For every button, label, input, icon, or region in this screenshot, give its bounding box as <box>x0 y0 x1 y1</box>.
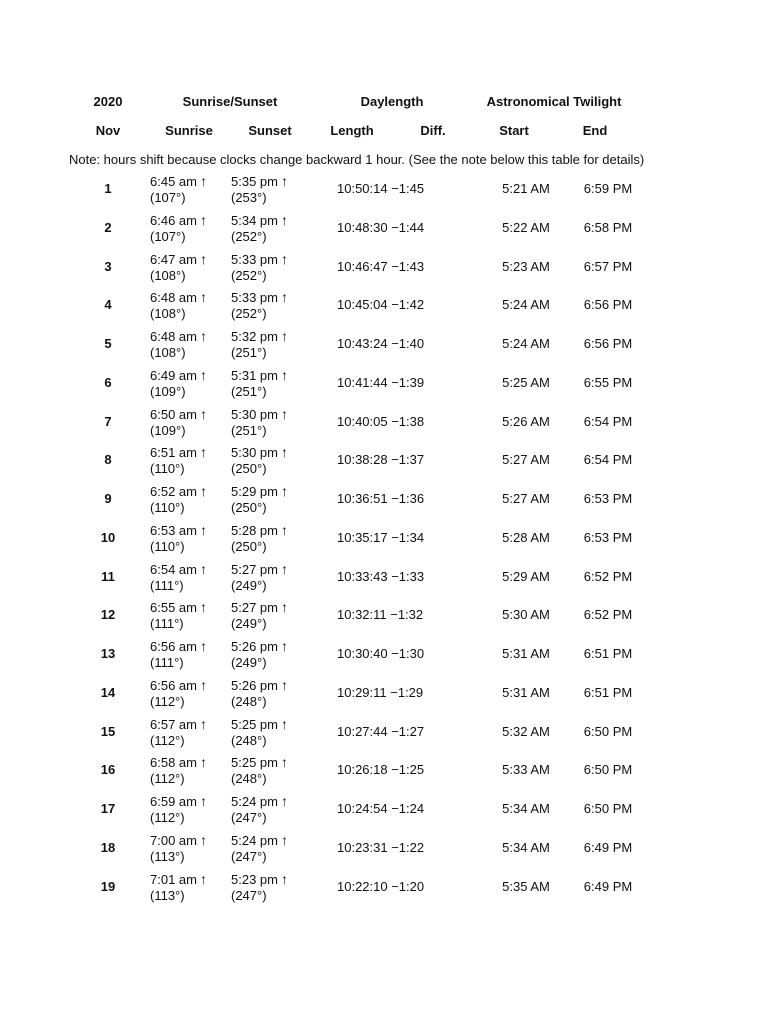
sunrise-time: 7:01 am <box>150 871 197 887</box>
sunrise-time: 6:56 am <box>150 677 197 693</box>
sunset-cell <box>231 212 288 245</box>
up-arrow-icon: ↑ <box>280 405 288 422</box>
table-row <box>0 212 768 246</box>
sunset-cell <box>231 251 288 284</box>
sunrise-azimuth: (113°) <box>150 848 185 864</box>
day-cell: 1 <box>104 181 112 196</box>
sunset-column-header: Sunset <box>248 123 292 138</box>
up-arrow-icon: ↑ <box>199 831 207 848</box>
twilight-start-cell: 5:29 AM <box>502 568 550 584</box>
sunrise-time: 6:54 am <box>150 561 197 577</box>
day-cell: 15 <box>100 723 116 739</box>
twilight-end-cell: 6:56 PM <box>583 336 633 351</box>
sunset-cell <box>231 677 288 710</box>
twilight-start-cell: 5:27 AM <box>502 452 550 468</box>
twilight-end-cell: 6:55 PM <box>583 374 633 390</box>
twilight-end-cell: 6:50 PM <box>583 801 633 816</box>
table-row <box>0 251 768 285</box>
day-cell: 17 <box>100 801 116 816</box>
day-cell: 16 <box>100 762 116 778</box>
sunrise-cell <box>150 716 207 749</box>
sunset-time: 5:30 pm <box>231 445 278 461</box>
sunset-cell <box>231 483 288 516</box>
sunset-azimuth: (247°) <box>231 810 267 825</box>
day-cell: 18 <box>100 839 116 855</box>
sunset-cell <box>231 793 288 826</box>
sunset-azimuth: (252°) <box>231 306 267 322</box>
twilight-start-cell: 5:33 AM <box>502 762 550 778</box>
table-row <box>0 173 768 207</box>
table-row <box>0 561 768 595</box>
sunset-azimuth: (250°) <box>231 500 267 515</box>
twilight-start-cell: 5:35 AM <box>502 878 550 894</box>
sunset-time: 5:25 pm <box>231 755 278 771</box>
twilight-end-cell: 6:52 PM <box>583 568 633 584</box>
sunrise-time: 6:48 am <box>150 329 197 344</box>
sunrise-column-header: Sunrise <box>165 123 213 138</box>
length-diff-cell: 10:24:54 −1:24 <box>337 801 425 816</box>
table-row <box>0 444 768 478</box>
sunset-time: 5:30 pm <box>231 406 278 422</box>
twilight-start-cell: 5:30 AM <box>502 607 550 623</box>
sunset-time: 5:25 pm <box>231 716 278 732</box>
sunrise-time: 6:57 am <box>150 716 197 732</box>
twilight-end-cell: 6:57 PM <box>583 258 633 274</box>
length-diff-cell: 10:35:17 −1:34 <box>337 529 425 545</box>
month-header: Nov <box>95 123 121 138</box>
sunset-cell <box>231 599 288 632</box>
day-cell: 13 <box>100 646 116 661</box>
twilight-start-cell: 5:27 AM <box>502 491 550 506</box>
up-arrow-icon: ↑ <box>280 560 288 577</box>
table-row <box>0 871 768 905</box>
length-diff-cell: 10:22:10 −1:20 <box>337 878 425 894</box>
up-arrow-icon: ↑ <box>280 483 288 499</box>
sunset-azimuth: (249°) <box>231 616 267 632</box>
sunrise-azimuth: (113°) <box>150 887 185 903</box>
sunrise-cell <box>150 599 207 632</box>
length-diff-cell: 10:30:40 −1:30 <box>337 646 425 661</box>
sunset-cell <box>231 754 288 787</box>
sunrise-azimuth: (108°) <box>150 306 186 322</box>
up-arrow-icon: ↑ <box>280 793 288 809</box>
day-cell: 10 <box>100 529 116 545</box>
sunrise-azimuth: (107°) <box>150 228 186 244</box>
sunset-time: 5:32 pm <box>231 329 278 344</box>
up-arrow-icon: ↑ <box>280 521 288 538</box>
day-cell: 2 <box>104 219 112 235</box>
diff-column-header: Diff. <box>420 123 446 138</box>
sunrise-cell <box>150 754 207 787</box>
sunrise-azimuth: (112°) <box>150 771 185 787</box>
sunrise-cell <box>150 212 207 245</box>
day-cell: 8 <box>104 452 112 468</box>
sunrise-time: 6:55 am <box>150 600 197 616</box>
twilight-start-cell: 5:31 AM <box>502 684 550 700</box>
twilight-end-cell: 6:50 PM <box>583 723 633 739</box>
twilight-start-cell: 5:34 AM <box>502 839 550 855</box>
sunrise-cell <box>150 638 207 671</box>
twilight-start-cell: 5:21 AM <box>502 181 550 196</box>
sunrise-time: 6:52 am <box>150 484 197 499</box>
daylength-header: Daylength <box>360 94 424 109</box>
sunrise-cell <box>150 793 207 826</box>
sunrise-azimuth: (107°) <box>150 190 186 205</box>
length-column-header: Length <box>330 123 374 138</box>
twilight-end-cell: 6:49 PM <box>583 878 633 894</box>
sunset-azimuth: (249°) <box>231 577 267 593</box>
up-arrow-icon: ↑ <box>199 560 207 577</box>
twilight-end-cell: 6:51 PM <box>583 646 633 661</box>
sunrise-cell <box>150 173 207 206</box>
sunset-cell <box>231 561 288 594</box>
sunset-time: 5:29 pm <box>231 484 278 499</box>
sunrise-azimuth: (109°) <box>150 422 186 438</box>
twilight-start-cell: 5:24 AM <box>502 297 550 313</box>
twilight-end-cell: 6:49 PM <box>583 839 633 855</box>
sunset-cell <box>231 832 288 865</box>
sunset-azimuth: (252°) <box>231 267 267 283</box>
sunrise-cell <box>150 677 207 710</box>
table-row <box>0 522 768 556</box>
sunrise-time: 6:56 am <box>150 639 197 654</box>
sunset-azimuth: (248°) <box>231 771 267 787</box>
length-diff-cell: 10:41:44 −1:39 <box>337 374 425 390</box>
sunset-azimuth: (248°) <box>231 693 267 709</box>
sunrise-time: 6:48 am <box>150 290 197 306</box>
sunset-time: 5:34 pm <box>231 212 278 228</box>
up-arrow-icon: ↑ <box>280 173 288 189</box>
up-arrow-icon: ↑ <box>199 715 207 732</box>
sunset-time: 5:23 pm <box>231 871 278 887</box>
up-arrow-icon: ↑ <box>199 328 207 344</box>
twilight-end-cell: 6:54 PM <box>583 452 633 468</box>
table-row <box>0 677 768 711</box>
up-arrow-icon: ↑ <box>199 676 207 693</box>
length-diff-cell: 10:33:43 −1:33 <box>337 568 425 584</box>
length-diff-cell: 10:29:11 −1:29 <box>337 684 424 700</box>
sunset-azimuth: (247°) <box>231 848 267 864</box>
length-diff-cell: 10:40:05 −1:38 <box>337 413 425 429</box>
up-arrow-icon: ↑ <box>280 599 288 616</box>
length-diff-cell: 10:43:24 −1:40 <box>337 336 425 351</box>
sunset-time: 5:31 pm <box>231 367 278 383</box>
sunrise-cell <box>150 522 207 555</box>
twilight-end-cell: 6:51 PM <box>583 684 633 700</box>
up-arrow-icon: ↑ <box>280 676 288 693</box>
sunset-azimuth: (250°) <box>231 461 267 477</box>
sunset-time: 5:35 pm <box>231 174 278 189</box>
table-row <box>0 599 768 633</box>
sunset-azimuth: (251°) <box>231 345 267 360</box>
up-arrow-icon: ↑ <box>199 793 207 809</box>
twilight-start-cell: 5:31 AM <box>502 646 550 661</box>
sunrise-time: 6:45 am <box>150 174 197 189</box>
length-diff-cell: 10:50:14 −1:45 <box>337 181 425 196</box>
twilight-end-cell: 6:53 PM <box>583 491 633 506</box>
sunrise-cell <box>150 444 207 477</box>
sunrise-cell <box>150 328 207 361</box>
up-arrow-icon: ↑ <box>280 715 288 732</box>
twilight-end-cell: 6:54 PM <box>583 413 633 429</box>
sunset-time: 5:27 pm <box>231 600 278 616</box>
sunrise-cell <box>150 871 207 904</box>
up-arrow-icon: ↑ <box>280 366 288 383</box>
length-diff-cell: 10:23:31 −1:22 <box>337 839 425 855</box>
length-diff-cell: 10:36:51 −1:36 <box>337 491 425 506</box>
up-arrow-icon: ↑ <box>199 173 207 189</box>
twilight-end-cell: 6:56 PM <box>583 297 633 313</box>
length-diff-cell: 10:26:18 −1:25 <box>337 762 425 778</box>
start-column-header: Start <box>499 123 529 138</box>
sunrise-time: 6:58 am <box>150 755 197 771</box>
up-arrow-icon: ↑ <box>280 831 288 848</box>
end-column-header: End <box>582 123 608 138</box>
table-row <box>0 483 768 517</box>
sunrise-azimuth: (111°) <box>150 577 184 593</box>
sunrise-time: 6:50 am <box>150 406 197 422</box>
twilight-start-cell: 5:22 AM <box>502 219 550 235</box>
twilight-start-cell: 5:23 AM <box>502 258 550 274</box>
table-row <box>0 754 768 788</box>
sunset-azimuth: (249°) <box>231 655 267 670</box>
day-cell: 4 <box>104 297 112 313</box>
sunrise-cell <box>150 832 207 865</box>
day-cell: 5 <box>104 336 112 351</box>
sunset-time: 5:26 pm <box>231 639 278 654</box>
sunrise-azimuth: (112°) <box>150 693 185 709</box>
sunset-cell <box>231 289 288 322</box>
sunrise-time: 6:51 am <box>150 445 197 461</box>
up-arrow-icon: ↑ <box>280 754 288 771</box>
day-cell: 3 <box>104 258 112 274</box>
day-cell: 11 <box>101 568 115 584</box>
up-arrow-icon: ↑ <box>280 211 288 228</box>
year-header: 2020 <box>93 94 123 109</box>
twilight-end-cell: 6:53 PM <box>583 529 633 545</box>
length-diff-cell: 10:46:47 −1:43 <box>337 258 425 274</box>
sunrise-sunset-header: Sunrise/Sunset <box>182 94 278 109</box>
sunset-cell <box>231 444 288 477</box>
sunset-cell <box>231 173 288 206</box>
table-row <box>0 406 768 440</box>
sunset-time: 5:26 pm <box>231 677 278 693</box>
sunrise-time: 7:00 am <box>150 832 197 848</box>
up-arrow-icon: ↑ <box>199 754 207 771</box>
up-arrow-icon: ↑ <box>199 405 207 422</box>
up-arrow-icon: ↑ <box>280 870 288 887</box>
up-arrow-icon: ↑ <box>199 289 207 306</box>
sunset-azimuth: (251°) <box>231 422 267 438</box>
sunset-cell <box>231 328 288 361</box>
sunrise-azimuth: (110°) <box>150 461 185 477</box>
sunset-cell <box>231 367 288 400</box>
sunrise-time: 6:47 am <box>150 251 197 267</box>
twilight-start-cell: 5:26 AM <box>502 413 550 429</box>
sunrise-cell <box>150 561 207 594</box>
day-cell: 14 <box>100 684 116 700</box>
sunset-time: 5:24 pm <box>231 832 278 848</box>
up-arrow-icon: ↑ <box>199 521 207 538</box>
sunset-time: 5:27 pm <box>231 561 278 577</box>
sunset-azimuth: (253°) <box>231 190 267 205</box>
sunset-cell <box>231 871 288 904</box>
twilight-start-cell: 5:24 AM <box>502 336 550 351</box>
up-arrow-icon: ↑ <box>280 638 288 654</box>
sunset-cell <box>231 406 288 439</box>
up-arrow-icon: ↑ <box>199 211 207 228</box>
sunset-time: 5:33 pm <box>231 290 278 306</box>
up-arrow-icon: ↑ <box>199 638 207 654</box>
sunset-azimuth: (251°) <box>231 383 267 399</box>
dst-note: Note: hours shift because clocks change backward 1 hour. (See the note below this table for details) <box>69 152 645 167</box>
table-row <box>0 832 768 866</box>
day-cell: 7 <box>104 413 112 429</box>
length-diff-cell: 10:32:11 −1:32 <box>337 607 424 623</box>
sunrise-cell <box>150 367 207 400</box>
day-cell: 19 <box>100 878 116 894</box>
sunset-azimuth: (250°) <box>231 538 267 554</box>
astronomical-twilight-header: Astronomical Twilight <box>486 94 622 109</box>
table-row <box>0 716 768 750</box>
up-arrow-icon: ↑ <box>280 250 288 267</box>
twilight-start-cell: 5:25 AM <box>502 374 550 390</box>
up-arrow-icon: ↑ <box>280 328 288 344</box>
length-diff-cell: 10:27:44 −1:27 <box>337 723 425 739</box>
day-cell: 6 <box>104 374 112 390</box>
twilight-end-cell: 6:58 PM <box>583 219 633 235</box>
sunrise-azimuth: (112°) <box>150 732 185 748</box>
twilight-end-cell: 6:50 PM <box>583 762 633 778</box>
sunrise-cell <box>150 483 207 516</box>
sunset-azimuth: (248°) <box>231 732 267 748</box>
day-cell: 9 <box>104 491 112 506</box>
twilight-end-cell: 6:52 PM <box>583 607 633 623</box>
table-row <box>0 289 768 323</box>
sunset-cell <box>231 716 288 749</box>
table-row <box>0 793 768 827</box>
up-arrow-icon: ↑ <box>199 250 207 267</box>
sunset-azimuth: (247°) <box>231 887 267 903</box>
day-cell: 12 <box>100 607 116 623</box>
sunrise-azimuth: (110°) <box>150 500 185 515</box>
up-arrow-icon: ↑ <box>280 444 288 461</box>
up-arrow-icon: ↑ <box>199 599 207 616</box>
sunrise-time: 6:49 am <box>150 367 197 383</box>
up-arrow-icon: ↑ <box>280 289 288 306</box>
sunrise-azimuth: (109°) <box>150 383 186 399</box>
sunrise-cell <box>150 406 207 439</box>
up-arrow-icon: ↑ <box>199 366 207 383</box>
sunrise-time: 6:46 am <box>150 212 197 228</box>
sunrise-time: 6:53 am <box>150 522 197 538</box>
sunrise-azimuth: (108°) <box>150 267 186 283</box>
twilight-end-cell: 6:59 PM <box>583 181 633 196</box>
length-diff-cell: 10:38:28 −1:37 <box>337 452 425 468</box>
up-arrow-icon: ↑ <box>199 870 207 887</box>
length-diff-cell: 10:45:04 −1:42 <box>337 297 425 313</box>
length-diff-cell: 10:48:30 −1:44 <box>337 219 425 235</box>
sunrise-azimuth: (110°) <box>150 538 185 554</box>
sunrise-cell <box>150 251 207 284</box>
twilight-start-cell: 5:28 AM <box>502 529 550 545</box>
sunrise-azimuth: (108°) <box>150 345 186 360</box>
sunrise-time: 6:59 am <box>150 794 197 809</box>
up-arrow-icon: ↑ <box>199 483 207 499</box>
sunrise-cell <box>150 289 207 322</box>
twilight-start-cell: 5:34 AM <box>502 801 550 816</box>
table-row <box>0 367 768 401</box>
sunset-time: 5:28 pm <box>231 522 278 538</box>
table-row <box>0 638 768 672</box>
sunset-time: 5:33 pm <box>231 251 278 267</box>
sunset-cell <box>231 638 288 671</box>
table-row <box>0 328 768 362</box>
twilight-start-cell: 5:32 AM <box>502 723 550 739</box>
sunrise-azimuth: (112°) <box>150 810 185 825</box>
sunset-cell <box>231 522 288 555</box>
sunrise-azimuth: (111°) <box>150 655 184 670</box>
up-arrow-icon: ↑ <box>199 444 207 461</box>
sunset-time: 5:24 pm <box>231 794 278 809</box>
sunset-azimuth: (252°) <box>231 228 267 244</box>
sunrise-azimuth: (111°) <box>150 616 184 632</box>
